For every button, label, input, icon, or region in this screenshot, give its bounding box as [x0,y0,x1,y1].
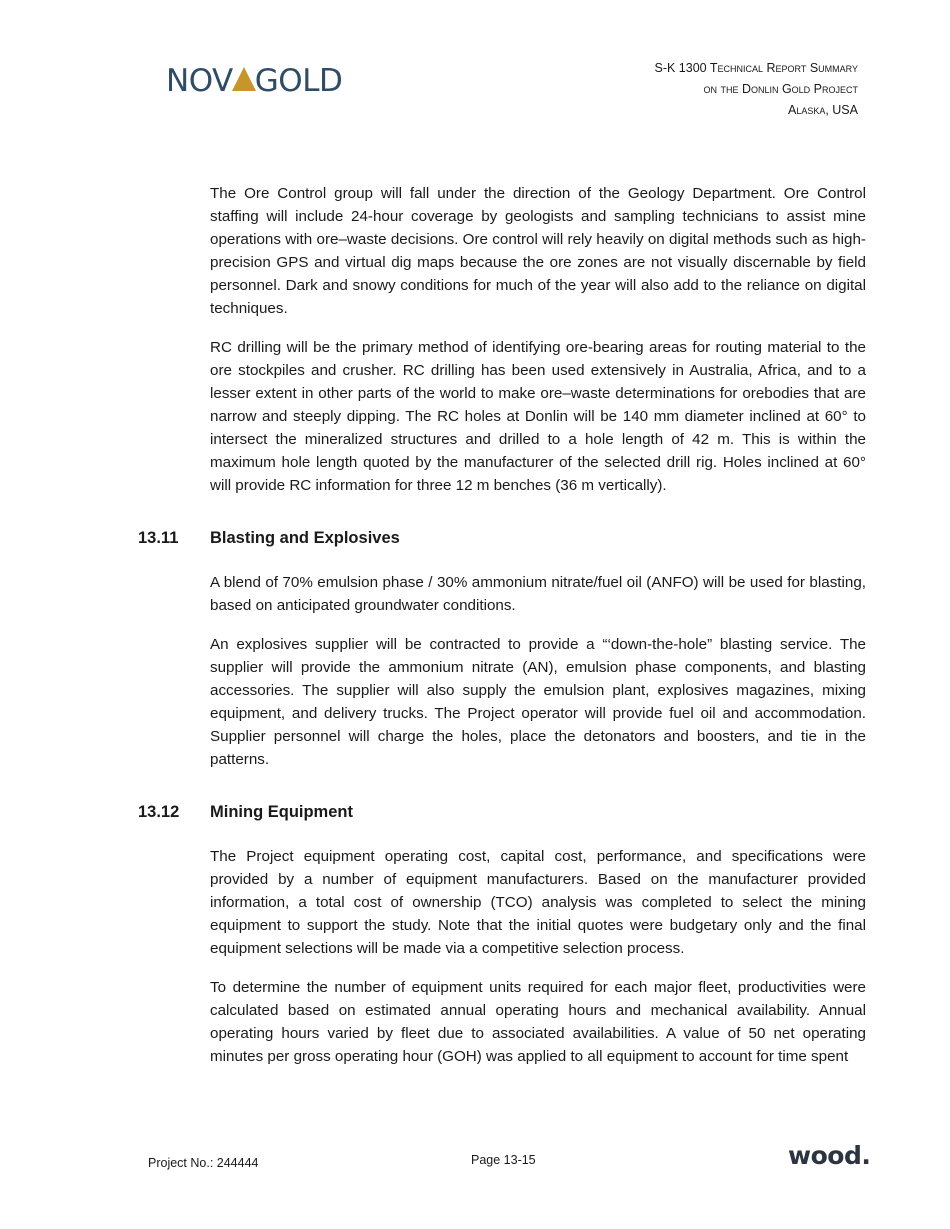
paragraph: The Project equipment operating cost, capital cost, performance, and specifications were provided by a number of equipment manufacturers. Based on the manufacturer provided information, a total cost of ownership (TCO) analysis was completed to select the mining equipment to support the study. Note that the initial quotes were budgetary only and the final equipment selections will be made via a competitive selection process. [210,848,866,957]
section-1311-body [210,571,866,787]
logo-triangle-icon [232,67,256,91]
section-number: 13.12 [138,803,180,821]
intro-body [210,182,866,513]
wood-logo: wood. [788,1141,871,1170]
page-number: Page 13-15 [471,1153,536,1167]
section-1312-body [210,845,866,1084]
header-line-2: on the Donlin Gold Project [703,82,858,96]
header-line-3: Alaska, USA [787,103,858,117]
project-number: Project No.: 244444 [148,1156,259,1170]
section-heading-1311 [138,529,400,548]
paragraph: RC drilling will be the primary method of identifying ore-bearing areas for routing material to the ore stockpiles and crusher. RC drilling has been used extensively in Australia, Africa, and to a lesser extent in other parts of the world to make ore–waste determinations for orebodies that are narrow and steeply dipping. The RC holes at Donlin will be 140 mm diameter inclined at 60° to intersect the mineralized structures and drilled to a hole length of 42 m. This is within the maximum hole length quoted by the manufacturer of the selected drill rig. Holes inclined at 60° will provide RC information for three 12 m benches (36 m vertically). [210,339,866,494]
paragraph: To determine the number of equipment units required for each major fleet, productivities were calculated based on estimated annual operating hours and mechanical availability. Annual operating hours varied by fleet due to associated availabilities. A value of 50 net operating minutes per gross operating hour (GOH) was applied to all equipment to account for time spent [210,979,866,1065]
logo-text-right: GOLD [254,63,343,99]
report-header [655,58,859,121]
paragraph: An explosives supplier will be contracted to provide a “‘down-the-hole” blasting service. The supplier will provide the ammonium nitrate (AN), emulsion phase components, and blasting accessories. The supplier will also supply the emulsion plant, explosives magazines, mixing equipment, and delivery trucks. The Project operator will provide fuel oil and accommodation. Supplier personnel will charge the holes, place the detonators and boosters, and tie in the patterns. [210,636,866,768]
section-title: Mining Equipment [210,803,353,821]
header-line-1: S-K 1300 Technical Report Summary [654,61,858,75]
paragraph: A blend of 70% emulsion phase / 30% ammonium nitrate/fuel oil (ANFO) will be used for blasting, based on anticipated groundwater conditions. [210,574,866,614]
section-title: Blasting and Explosives [210,529,400,547]
section-heading-1312 [138,803,353,822]
logo-text-left: NOV [166,63,233,99]
novagold-logo [166,64,342,98]
paragraph: The Ore Control group will fall under the direction of the Geology Department. Ore Control staffing will include 24-hour coverage by geologists and sampling technicians to assist mine operations with ore–waste decisions. Ore control will rely heavily on digital methods such as high-precision GPS and virtual dig maps because the ore zones are not visually discernable by field personnel. Dark and snowy conditions for much of the year will also add to the reliance on digital techniques. [210,185,866,317]
section-number: 13.11 [138,529,179,547]
